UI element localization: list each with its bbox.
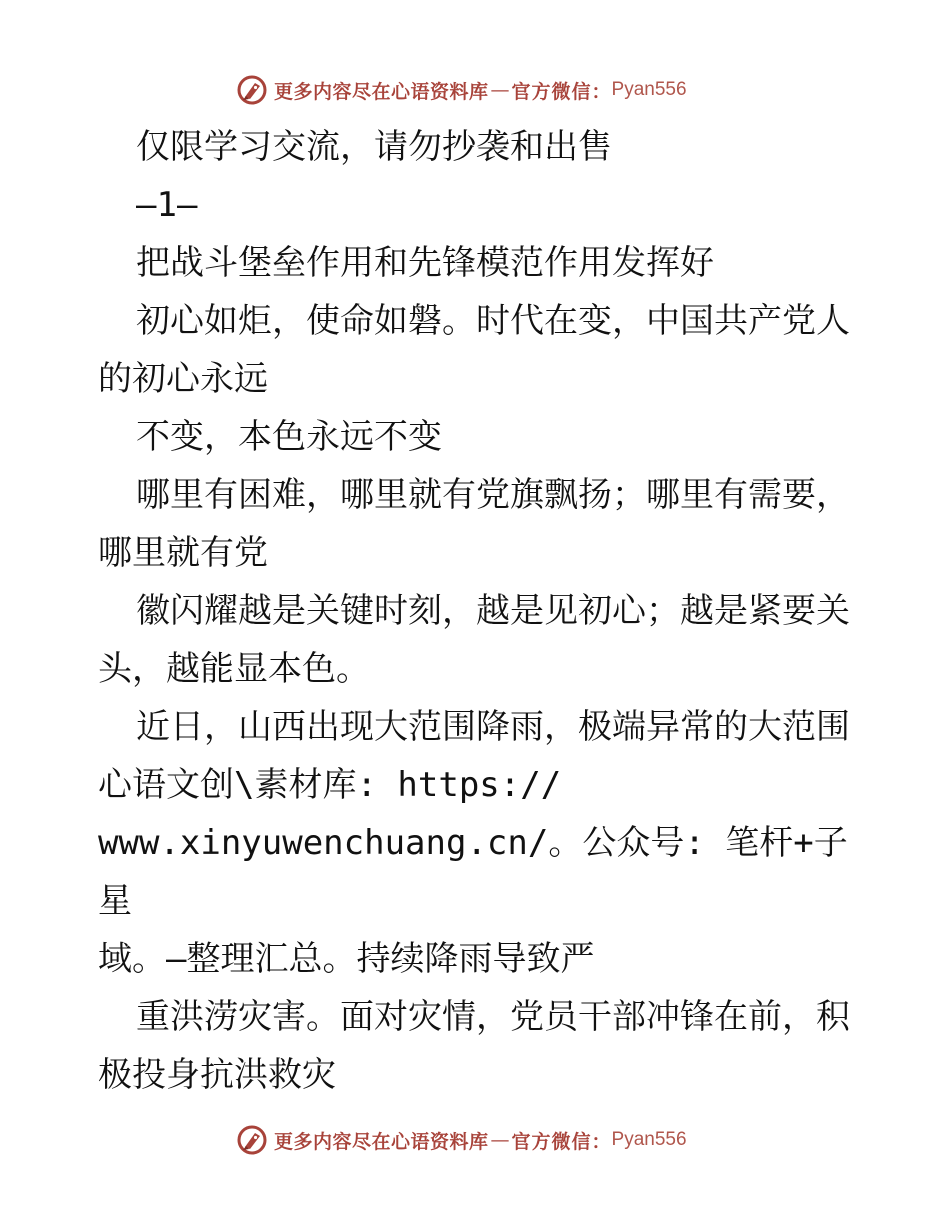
banner-wechat-label: 官方微信： [511,1130,612,1153]
text-line: 域。—整理汇总。持续降雨导致严 [98,939,595,979]
text-line: www.xinyuwenchuang.cn/。公众号: 笔杆+子星 [98,823,848,921]
pen-nib-circle-icon [236,1124,268,1156]
banner-text: 更多内容尽在心语资料库 [274,80,489,103]
banner-wechat-id: Pyan556 [611,1129,687,1150]
document-body [98,118,858,1104]
text-line: 近日，山西出现大范围降雨，极端异常的大范围 [136,707,850,747]
text-line: 重洪涝灾害。面对灾情，党员干部冲锋在前，积 [136,997,850,1037]
text-line: 初心如炬，使命如磐。时代在变，中国共产党人 [136,301,850,341]
page-number: —1— [136,185,198,225]
text-line: 哪里就有党 [98,533,268,573]
pen-nib-circle-icon [236,74,268,106]
text-line: 不变，本色永远不变 [136,417,442,457]
section-heading: 把战斗堡垒作用和先锋模范作用发挥好 [136,243,714,283]
text-line: 仅限学习交流，请勿抄袭和出售 [136,127,612,167]
banner-wechat-label: 官方微信： [511,80,612,103]
text-line: 的初心永远 [98,359,268,399]
banner-wechat-id: Pyan556 [611,79,687,100]
text-line: 头，越能显本色。 [98,649,370,689]
text-line: 极投身抗洪救灾 [98,1055,336,1095]
footer-banner [236,1122,736,1158]
header-banner [236,72,736,108]
banner-separator: — [490,79,510,101]
banner-separator: — [490,1129,510,1151]
text-line: 哪里有困难，哪里就有党旗飘扬；哪里有需要， [136,475,850,515]
text-line: 徽闪耀越是关键时刻，越是见初心；越是紧要关 [136,591,850,631]
banner-text: 更多内容尽在心语资料库 [274,1130,489,1153]
text-line: 心语文创\素材库: https:// [98,765,562,805]
